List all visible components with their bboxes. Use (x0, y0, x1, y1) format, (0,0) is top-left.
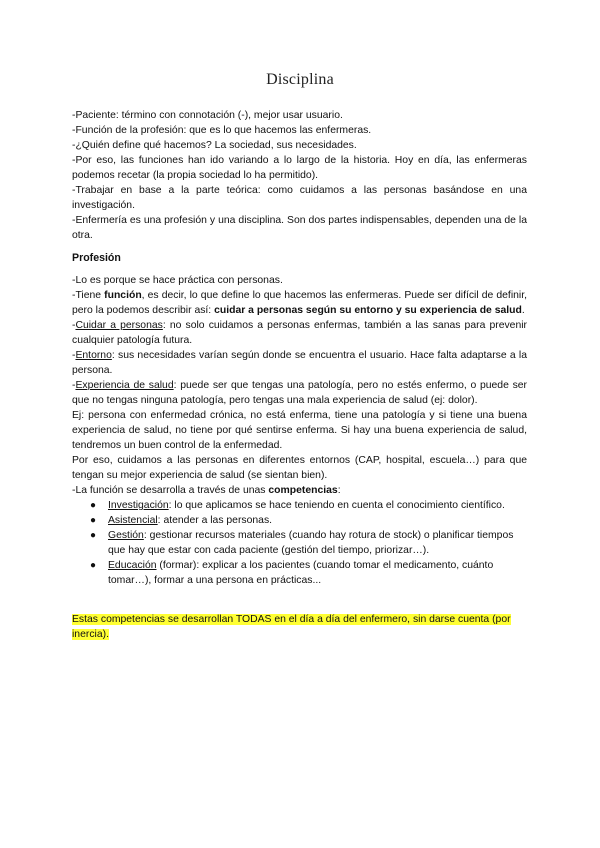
intro-line: -Función de la profesión: que es lo que hacemos las enfermeras. (72, 125, 372, 136)
paragraph-funcion (72, 288, 527, 318)
document-body (72, 108, 527, 642)
paragraph-ejemplo: Ej: persona con enfermedad crónica, no está enferma, tiene una patología y si tiene una buena experiencia de salud, no tiene por qué sentirse enferma. Si hay una buena experiencia de salud, tendremos un buen control de la enfermedad. (72, 410, 527, 451)
page-title: Disciplina (266, 71, 334, 88)
text-run: - (72, 350, 76, 361)
list-item-text: : lo que aplicamos se hace teniendo en cuenta el conocimiento científico. (168, 500, 505, 511)
intro-line: -Enfermería es una profesión y una disciplina. Son dos partes indispensables, dependen una de la otra. (72, 215, 527, 241)
intro-line: -Paciente: término con connotación (-), mejor usar usuario. (72, 110, 343, 121)
text-run: : puede ser que tengas una patología, pero no estés enfermo, o puede ser que no tengas ninguna patología, pero tengas una mala experiencia de salud (ej: dolor). (72, 380, 527, 406)
bold-term: competencias (268, 485, 338, 496)
bullet-icon: ● (90, 530, 97, 541)
list-item-term: Gestión (108, 530, 144, 541)
list-item-term: Asistencial (108, 515, 158, 526)
list-item (72, 498, 527, 513)
paragraph: Por eso, cuidamos a las personas en diferentes entornos (CAP, hospital, escuela…) para que tengan su mejor experiencia de salud (se sientan bien). (72, 455, 527, 481)
list-item-term: Educación (108, 560, 157, 571)
competencias-list (72, 498, 527, 588)
list-item-text: (formar): explicar a los pacientes (cuando tomar el medicamento, cuánto tomar…), formar a una persona en prácticas... (108, 560, 494, 586)
list-item (72, 558, 527, 588)
text-run: : sus necesidades varían según donde se encuentra el usuario. Hace falta adaptarse a la persona. (72, 350, 527, 376)
bullet-icon: ● (90, 560, 97, 571)
bold-definition: cuidar a personas según su entorno y su experiencia de salud (214, 305, 522, 316)
text-run: -Tiene (72, 290, 105, 301)
list-item-term: Investigación (108, 500, 169, 511)
bullet-icon: ● (90, 515, 97, 526)
underlined-term: Cuidar a personas (75, 320, 163, 331)
text-run: : (337, 485, 341, 496)
underlined-term: Experiencia de salud (75, 380, 174, 391)
paragraph: -Lo es porque se hace práctica con personas. (72, 275, 283, 286)
underlined-term: Entorno (75, 350, 112, 361)
paragraph-cuidar (72, 318, 527, 348)
section-heading: Profesión (72, 252, 121, 264)
highlighted-conclusion (72, 612, 527, 642)
list-item-text: : gestionar recursos materiales (cuando hay rotura de stock) o planificar tiempos que hay que estar con cada paciente (gestión del tiempo, priorizar…). (108, 530, 514, 556)
text-run: - (72, 380, 76, 391)
text-run: - (72, 320, 76, 331)
text-run: , es decir, lo que define lo que hacemos las enfermeras. Puede ser difícil de definir, pero la podemos describir así: (72, 290, 527, 316)
list-item (72, 528, 527, 558)
paragraph-competencias (72, 483, 527, 498)
text-run: -La función se desarrolla a través de unas (72, 485, 269, 496)
bullet-icon: ● (90, 500, 97, 511)
list-item (72, 513, 527, 528)
paragraph-experiencia (72, 378, 527, 408)
intro-line: -Por eso, las funciones han ido variando a lo largo de la historia. Hoy en día, las enfermeras podemos recetar (la propia sociedad lo ha permitido). (72, 155, 527, 181)
highlighted-text: Estas competencias se desarrollan TODAS en el día a día del enfermero, sin darse cuenta (por inercia). (72, 614, 511, 640)
text-run: . (521, 305, 525, 316)
bold-term: función (104, 290, 142, 301)
list-item-text: : atender a las personas. (157, 515, 273, 526)
text-run: : no solo cuidamos a personas enfermas, también a las sanas para prevenir cualquier patología futura. (72, 320, 528, 346)
intro-line: -¿Quién define qué hacemos? La sociedad, sus necesidades. (72, 140, 357, 151)
paragraph-entorno (72, 348, 527, 378)
intro-line: -Trabajar en base a la parte teórica: como cuidamos a las personas basándose en una investigación. (72, 185, 527, 211)
